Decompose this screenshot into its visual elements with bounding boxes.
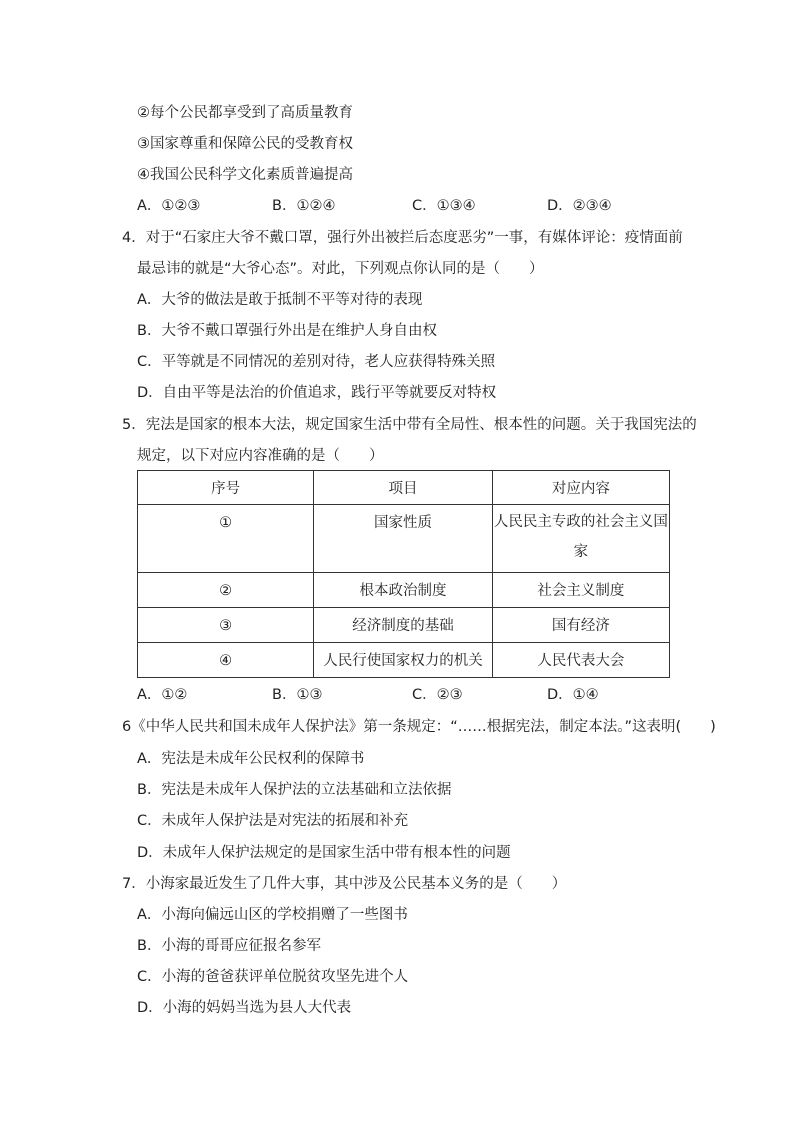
q5-option-c[interactable]: C．②③: [412, 687, 463, 703]
row-number: ②: [138, 573, 314, 608]
q4-stem-line2: 最忌讳的就是“大爷心态”。对此，下列观点你认同的是（ ）: [137, 261, 544, 277]
table-row: [138, 608, 670, 643]
header-item: 项目: [314, 471, 492, 505]
row-content: 社会主义制度: [492, 573, 669, 608]
q5-stem-line1: 5．宪法是国家的根本大法，规定国家生活中带有全局性、根本性的问题。关于我国宪法的: [122, 417, 697, 433]
q5-table: [137, 470, 670, 678]
q3-option-a[interactable]: A．①②③: [137, 198, 201, 214]
row-number: ①: [138, 505, 314, 573]
table-row: [138, 505, 670, 573]
row-item: 经济制度的基础: [314, 608, 492, 643]
q3-statement-3: ③国家尊重和保障公民的受教育权: [137, 136, 353, 152]
row-item: 根本政治制度: [314, 573, 492, 608]
header-content: 对应内容: [492, 471, 669, 505]
q6-option-b[interactable]: B．宪法是未成年人保护法的立法基础和立法依据: [137, 782, 452, 798]
q4-stem-line1: 4．对于“石家庄大爷不戴口罩，强行外出被拦后态度恶劣”一事，有媒体评论：疫情面前: [122, 230, 683, 246]
q5-options: [137, 685, 697, 705]
q3-option-c[interactable]: C．①③④: [412, 198, 476, 214]
q4-option-a[interactable]: A．大爷的做法是敢于抵制不平等对待的表现: [137, 292, 423, 308]
q3-option-d[interactable]: D．②③④: [547, 198, 612, 214]
q3-option-b[interactable]: B．①②④: [272, 198, 336, 214]
q7-stem: 7．小海家最近发生了几件大事，其中涉及公民基本义务的是（ ）: [122, 876, 567, 892]
row-number: ④: [138, 643, 314, 678]
table-row: [138, 643, 670, 678]
q5-option-a[interactable]: A．①②: [137, 687, 188, 703]
q4-option-d[interactable]: D．自由平等是法治的价值追求，践行平等就要反对特权: [137, 385, 497, 401]
table-row: [138, 573, 670, 608]
q7-option-a[interactable]: A．小海向偏远山区的学校捐赠了一些图书: [137, 907, 408, 923]
q6-stem: 6《中华人民共和国未成年人保护法》第一条规定：“……根据宪法，制定本法。”这表明( ): [122, 719, 716, 735]
table-header-row: [138, 471, 670, 505]
q3-statement-2: ②每个公民都享受到了高质量教育: [137, 105, 353, 121]
row-content: 人民民主专政的社会主义国家: [492, 505, 669, 573]
q6-option-d[interactable]: D．未成年人保护法规定的是国家生活中带有根本性的问题: [137, 845, 511, 861]
q7-option-d[interactable]: D．小海的妈妈当选为县人大代表: [137, 1000, 352, 1016]
q3-options: [137, 196, 697, 216]
row-item: 国家性质: [314, 505, 492, 573]
q6-option-a[interactable]: A．宪法是未成年公民权利的保障书: [137, 751, 365, 767]
q5-option-d[interactable]: D．①④: [547, 687, 599, 703]
q7-option-c[interactable]: C．小海的爸爸获评单位脱贫攻坚先进个人: [137, 969, 409, 985]
row-number: ③: [138, 608, 314, 643]
row-item: 人民行使国家权力的机关: [314, 643, 492, 678]
q6-option-c[interactable]: C．未成年人保护法是对宪法的拓展和补充: [137, 813, 409, 829]
row-content: 人民代表大会: [492, 643, 669, 678]
q4-option-c[interactable]: C．平等就是不同情况的差别对待，老人应获得特殊关照: [137, 354, 496, 370]
q4-option-b[interactable]: B．大爷不戴口罩强行外出是在维护人身自由权: [137, 323, 437, 339]
row-content: 国有经济: [492, 608, 669, 643]
q3-statement-4: ④我国公民科学文化素质普遍提高: [137, 167, 353, 183]
q7-option-b[interactable]: B．小海的哥哥应征报名参军: [137, 938, 321, 954]
q5-option-b[interactable]: B．①③: [272, 687, 323, 703]
header-number: 序号: [138, 471, 314, 505]
q5-stem-line2: 规定，以下对应内容准确的是（ ）: [137, 448, 384, 464]
